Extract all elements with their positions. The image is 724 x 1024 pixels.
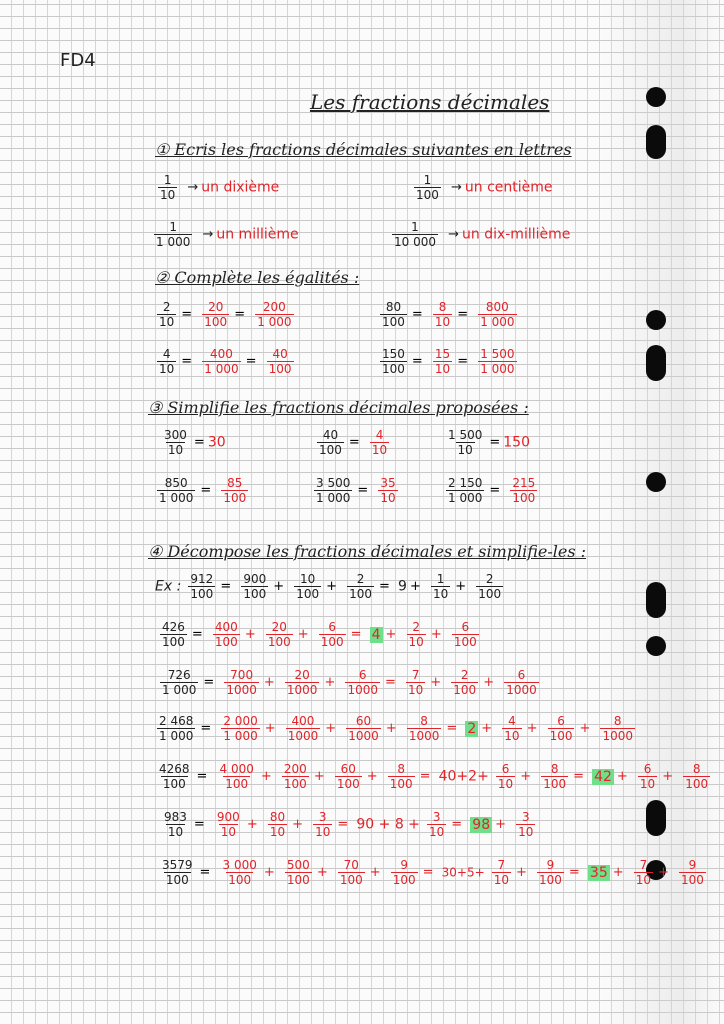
highlighted-whole: 35 <box>589 864 608 881</box>
s4-row-1: $\frac{426}{100}$ = $\frac{400}{100}$ + $\frac{20}{100}$ + $\frac{6}{100}$ = 4 + $\frac{2}{10}$ + $\frac{6}{100}$ <box>162 620 477 649</box>
binder-hole-icon <box>646 582 666 618</box>
s4-row-4: $\frac{4268}{100}$ = $\frac{4 000}{100}$ + $\frac{200}{100}$ + $\frac{60}{100}$ + $\frac{8}{100}$ = 40+2+ $\frac{6}{10}$ + $\frac{8}{100}$ = 42 + $\frac{6}{10}$ + $\frac{8}{100}$ <box>159 762 709 791</box>
highlighted-whole: 42 <box>594 768 612 785</box>
page-title: Les fractions décimales <box>310 90 550 114</box>
highlighted-whole: 2 <box>467 720 477 737</box>
section-4-heading: ④ Décompose les fractions décimales et simplifie-les : <box>148 542 587 561</box>
fraction-words: un dix-millième <box>462 226 571 243</box>
s3-item-5: $\frac{3 500}{1 000}$ = $\frac{35}{10}$ <box>316 476 396 505</box>
s3-item-1: $\frac{300}{10}$ = 30 <box>164 428 226 457</box>
s2-equality-4: $\frac{150}{100}$ = $\frac{15}{10}$ = $\frac{1 500}{1 000}$ <box>382 347 515 376</box>
s1-item-1: $\frac{1}{10}$ → un dixième <box>160 173 280 202</box>
section-3-heading: ③ Simplifie les fractions décimales proposées : <box>148 398 529 417</box>
page-label: FD4 <box>60 50 96 71</box>
binder-hole-icon <box>646 345 666 381</box>
binder-hole-icon <box>646 310 666 330</box>
s4-row-5: $\frac{983}{10}$ = $\frac{900}{10}$ + $\frac{80}{10}$ + $\frac{3}{10}$ = 90 + 8 + $\frac{3}{10}$ = 98 + $\frac{3}{10}$ <box>164 810 534 839</box>
section-2-heading: ② Complète les égalités : <box>155 268 360 287</box>
s4-row-3: $\frac{2 468}{1 000}$ = $\frac{2 000}{1 000}$ + $\frac{400}{1000}$ + $\frac{60}{1000}$ + $\frac{8}{1000}$ = 2 + $\frac{4}{10}$ + $\frac{6}{100}$ + $\frac{8}{1000}$ <box>159 714 634 743</box>
highlighted-whole: 98 <box>472 816 491 833</box>
s3-item-4: $\frac{850}{1 000}$ = $\frac{85}{100}$ <box>159 476 247 505</box>
binder-hole-icon <box>646 800 666 836</box>
s4-row-6: $\frac{3579}{100}$ = $\frac{3 000}{100}$ + $\frac{500}{100}$ + $\frac{70}{100}$ + $\frac{9}{100}$ = 30+5+ $\frac{7}{10}$ + $\frac{9}{100}$ = 35 + $\frac{7}{10}$ + $\frac{9}{100}$ <box>162 858 704 887</box>
s3-item-2: $\frac{40}{100}$ = $\frac{4}{10}$ <box>319 428 388 457</box>
s2-equality-3: $\frac{4}{10}$ = $\frac{400}{1 000}$ = $\frac{40}{100}$ <box>159 347 292 376</box>
s4-example: Ex : $\frac{912}{100}$ = $\frac{900}{100}$ + $\frac{10}{100}$ + $\frac{2}{100}$ = 9 + $\frac{1}{10}$ + $\frac{2}{100}$ <box>155 572 502 601</box>
s2-equality-1: $\frac{2}{10}$ = $\frac{20}{100}$ = $\frac{200}{1 000}$ <box>159 300 292 329</box>
binder-hole-icon <box>646 472 666 492</box>
binder-hole-icon <box>646 636 666 656</box>
s1-item-2: $\frac{1}{100}$ → un centième <box>416 173 553 202</box>
fraction: $\frac{1}{100}$ <box>416 173 439 202</box>
s2-equality-2: $\frac{80}{100}$ = $\frac{8}{10}$ = $\frac{800}{1 000}$ <box>382 300 515 329</box>
binder-hole-icon <box>646 87 666 107</box>
fraction-words: un millième <box>216 226 299 243</box>
binder-hole-icon <box>646 125 666 159</box>
s4-row-2: $\frac{726}{1 000}$ = $\frac{700}{1000}$ + $\frac{20}{1000}$ + $\frac{6}{1000}$ = $\frac{7}{10}$ + $\frac{2}{100}$ + $\frac{6}{1000}$ <box>162 668 537 697</box>
fraction: $\frac{1}{1 000}$ <box>156 220 191 249</box>
fraction: $\frac{1}{10}$ <box>160 173 176 202</box>
fraction: $\frac{1}{10 000}$ <box>394 220 436 249</box>
section-1-heading: ① Ecris les fractions décimales suivantes en lettres <box>155 140 572 159</box>
fraction-words: un centième <box>464 179 553 196</box>
s1-item-4: $\frac{1}{10 000}$ → un dix-millième <box>394 220 571 249</box>
highlighted-whole: 4 <box>371 626 381 643</box>
s3-item-6: $\frac{2 150}{1 000}$ = $\frac{215}{100}$ <box>448 476 536 505</box>
s1-item-3: $\frac{1}{1 000}$ → un millième <box>156 220 299 249</box>
fraction-words: un dixième <box>201 179 280 196</box>
s3-item-3: $\frac{1 500}{10}$ = 150 <box>448 428 530 457</box>
